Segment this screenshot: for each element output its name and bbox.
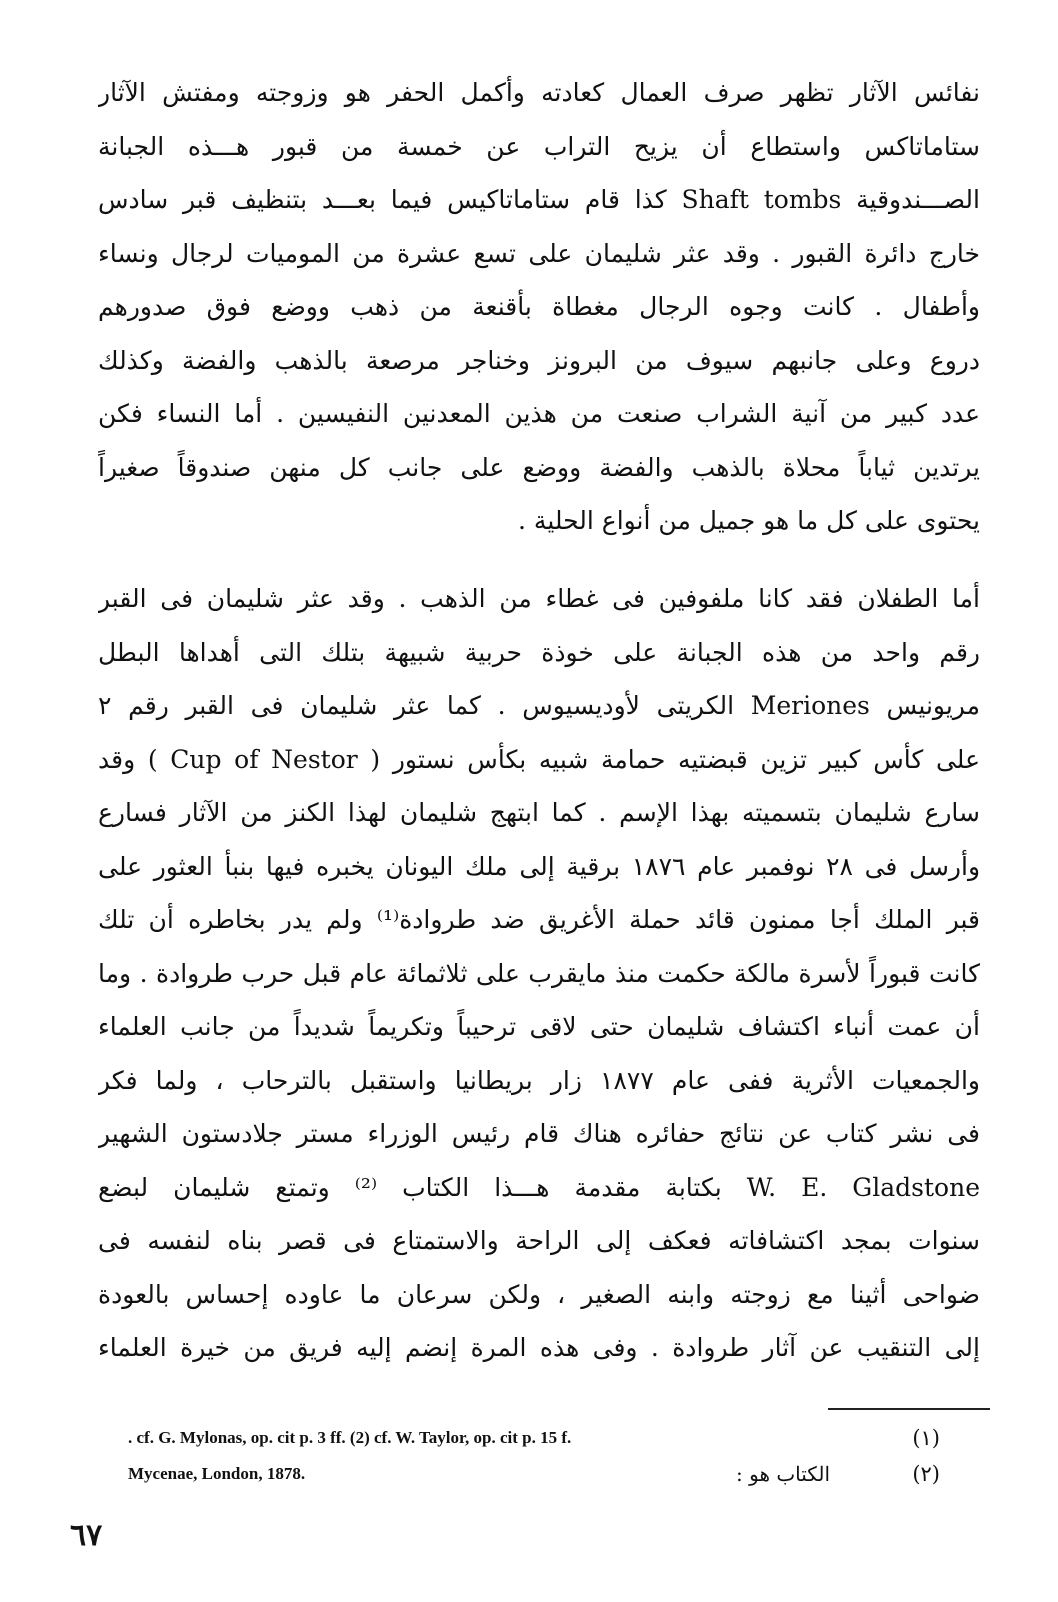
text-line: سنوات بمجد اكتشافاته فعكف إلى الراحة والاستمتاع فى قصر بناه لنفسه فى <box>98 1226 980 1255</box>
footnote-divider <box>828 1408 990 1410</box>
paragraph <box>98 572 980 1375</box>
text-line: مريونيس Meriones الكريتى لأوديسيوس . كما عثر شليمان فى القبر رقم ٢ <box>98 691 980 720</box>
footnote-text: Mycenae, London, 1878. <box>128 1464 306 1483</box>
text-line: كانت قبوراً لأسرة مالكة حكمت منذ مايقرب على ثلاثمائة عام قبل حرب طروادة . وما <box>98 958 980 988</box>
text-line: والجمعيات الأثرية ففى عام ١٨٧٧ زار بريطانيا واستقبل بالترحاب ، ولما فكر <box>98 1065 980 1095</box>
text-line: قبر الملك أجا ممنون قائد حملة الأغريق ضد طروادة⁽¹⁾ ولم يدر بخاطره أن تلك <box>98 905 980 934</box>
text-line: فى نشر كتاب عن نتائج حفائره هناك قام رئيس الوزراء مستر جلادستون الشهير <box>98 1119 980 1148</box>
text-line: يرتدين ثياباً محلاة بالذهب والفضة ووضع على جانب كل منهن صندوقاً صغيراً <box>98 452 980 482</box>
text-line: ضواحى أثينا مع زوجته وابنه الصغير ، ولكن سرعان ما عاوده إحساس بالعودة <box>98 1279 980 1309</box>
text-line: دروع وعلى جانبهم سيوف من البرونز وخناجر مرصعة بالذهب والفضة وكذلك <box>98 345 980 375</box>
text-line: يحتوى على كل ما هو جميل من أنواع الحلية . <box>518 506 980 535</box>
footnotes <box>98 1420 980 1492</box>
text-line: إلى التنقيب عن آثار طروادة . وفى هذه المرة إنضم إليه فريق من خيرة العلماء <box>98 1333 980 1362</box>
page-number: ٦٧ <box>70 1518 103 1553</box>
footnote-number: (١) <box>912 1426 940 1450</box>
text-line: وأرسل فى ٢٨ نوفمبر عام ١٨٧٦ برقية إلى ملك اليونان يخبره فيها بنبأ العثور على <box>98 851 980 881</box>
text-line: عدد كبير من آنية الشراب صنعت من هذين المعدنين النفيسين . أما النساء فكن <box>98 399 980 428</box>
text-line: وأطفال . كانت وجوه الرجال مغطاة بأقنعة من ذهب ووضع فوق صدورهم <box>98 292 980 321</box>
paragraph <box>98 66 980 548</box>
text-line: سارع شليمان بتسميته بهذا الإسم . كما ابتهج شليمان لهذا الكنز من الآثار فسارع <box>98 798 980 827</box>
text-line: خارج دائرة القبور . وقد عثر شليمان على تسع عشرة من الموميات لرجال ونساء <box>98 238 980 268</box>
text-line: نفائس الآثار تظهر صرف العمال كعادته وأكمل الحفر هو وزوجته ومفتش الآثار <box>98 78 980 107</box>
footnote <box>98 1420 980 1456</box>
text-line: على كأس كبير تزين قبضتيه حمامة شبيه بكأس نستور ( Cup of Nestor ) وقد <box>98 744 980 774</box>
footnote-arabic: الكتاب هو : <box>736 1462 830 1486</box>
footnote-text: . cf. G. Mylonas, op. cit p. 3 ff. (2) cf. W. Taylor, op. cit p. 15 f. <box>128 1428 572 1447</box>
footnote-number: (٢) <box>912 1462 940 1486</box>
text-line: ستاماتاكس واستطاع أن يزيح التراب عن خمسة من قبور هـــذه الجبانة <box>98 131 980 161</box>
text-line: أن عمت أنباء اكتشاف شليمان حتى لاقى ترحيباً وتكريماً شديداً من جانب العلماء <box>98 1012 980 1041</box>
footnote <box>98 1456 980 1492</box>
text-line: الصـــندوقية Shaft tombs كذا قام ستاماتاكيس فيما بعـــد بتنظيف قبر سادس <box>98 185 980 214</box>
text-line: رقم واحد من هذه الجبانة على خوذة حربية شبيهة بتلك التى أهداها البطل <box>98 637 980 667</box>
text-line: أما الطفلان فقد كانا ملفوفين فى غطاء من الذهب . وقد عثر شليمان فى القبر <box>98 584 980 613</box>
text-line: W. E. Gladstone بكتابة مقدمة هـــذا الكتاب ⁽²⁾ وتمتع شليمان لبضع <box>98 1172 980 1202</box>
